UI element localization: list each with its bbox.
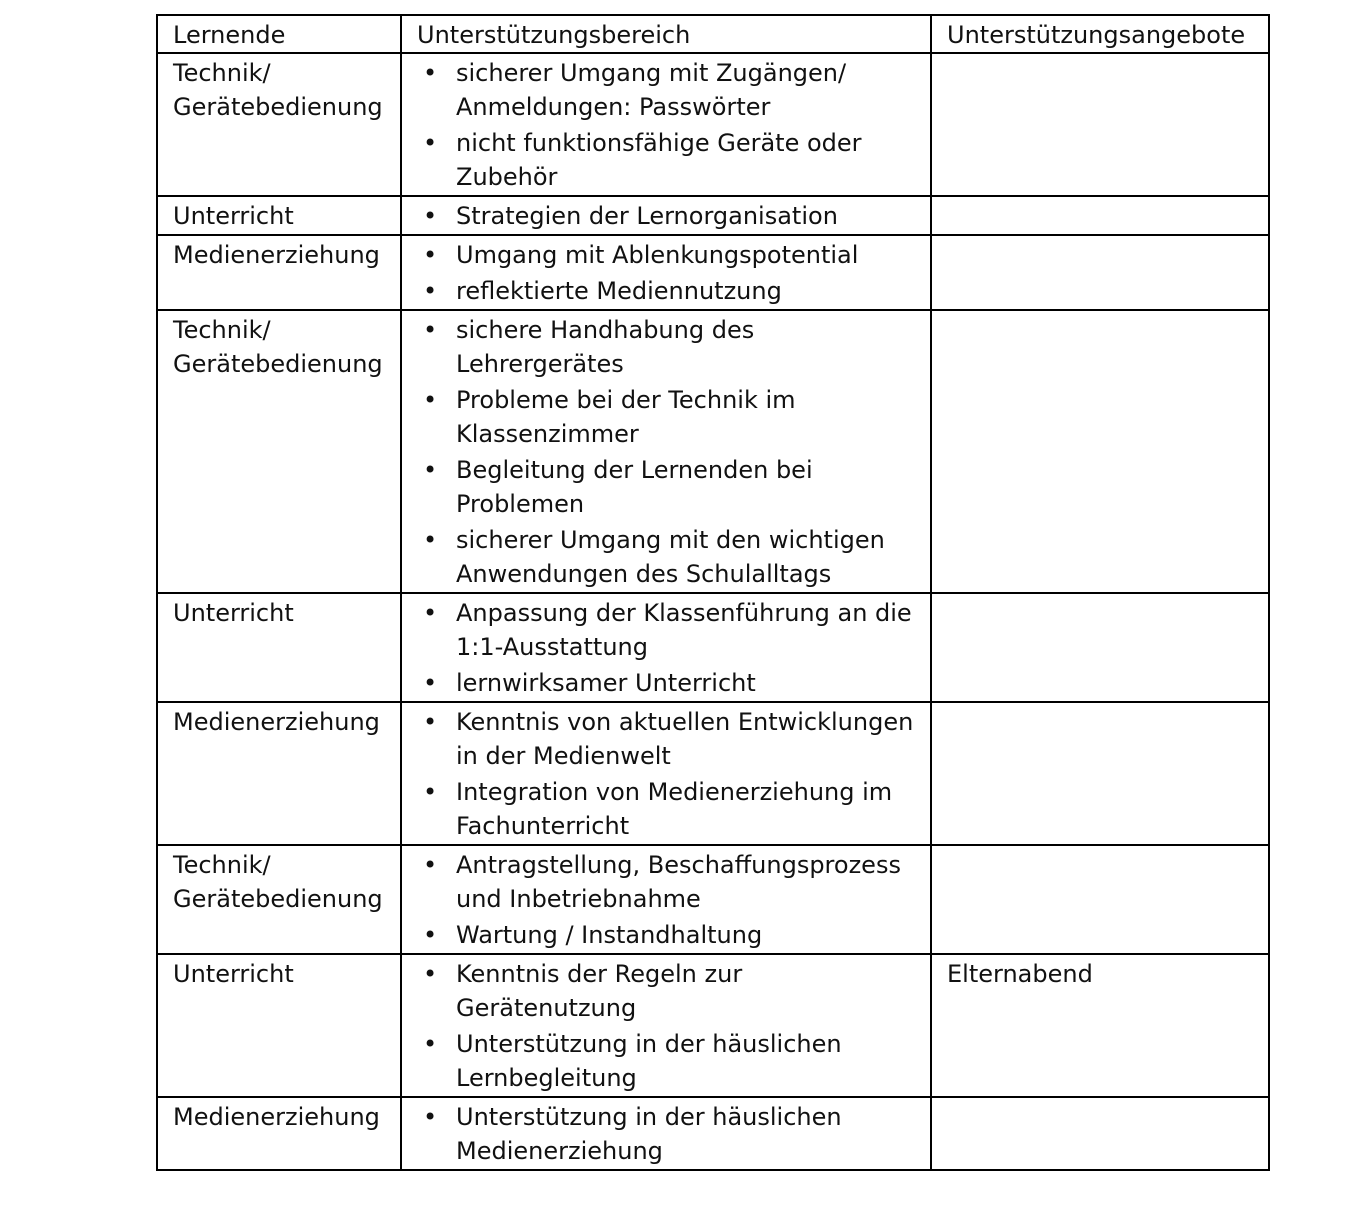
bullet-list (417, 1100, 920, 1168)
table-row (157, 845, 1269, 954)
support-area-cell (401, 310, 931, 593)
bullet-list (417, 848, 920, 952)
offer-cell: Elternabend (931, 954, 1269, 1097)
list-item-text: sicherer Umgang mit Zugängen/ Anmeldungen: Passwörter (456, 59, 847, 121)
list-item-text: sicherer Umgang mit den wichtigen Anwendungen des Schulalltags (456, 526, 885, 588)
offer-cell (931, 196, 1269, 235)
area-cell: Medienerziehung (157, 235, 401, 310)
area-cell: Technik/ Gerätebedienung (157, 310, 401, 593)
area-cell: Technik/ Gerätebedienung (157, 53, 401, 196)
list-item-text: Unterstützung in der häuslichen Medienerziehung (456, 1103, 842, 1165)
list-item (417, 1100, 920, 1168)
list-item-text: Wartung / Instandhaltung (456, 921, 763, 949)
list-item-text: Umgang mit Ablenkungspotential (456, 241, 859, 269)
area-cell: Unterricht (157, 593, 401, 702)
list-item-text: Unterstützung in der häuslichen Lernbegleitung (456, 1030, 842, 1092)
bullet-icon: • (423, 960, 438, 988)
bullet-list (417, 313, 920, 591)
table-header (157, 15, 1269, 53)
list-item (417, 199, 920, 233)
list-item (417, 453, 920, 521)
bullet-icon: • (423, 456, 438, 484)
header-lernende: Lernende (157, 15, 401, 53)
offer-cell (931, 310, 1269, 593)
list-item-text: Probleme bei der Technik im Klassenzimmer (456, 386, 796, 448)
table-row (157, 196, 1269, 235)
area-cell: Unterricht (157, 196, 401, 235)
list-item (417, 383, 920, 451)
table-row (157, 235, 1269, 310)
bullet-icon: • (423, 59, 438, 87)
list-item-text: lernwirksamer Unterricht (456, 669, 756, 697)
area-cell: Technik/ Gerätebedienung (157, 845, 401, 954)
bullet-icon: • (423, 599, 438, 627)
support-table (156, 14, 1270, 1171)
bullet-icon: • (423, 241, 438, 269)
bullet-icon: • (423, 277, 438, 305)
bullet-icon: • (423, 1030, 438, 1058)
table-row (157, 702, 1269, 845)
list-item (417, 126, 920, 194)
header-unterstuetzungsangebote: Unterstützungsangebote (931, 15, 1269, 53)
offer-cell (931, 702, 1269, 845)
bullet-icon: • (423, 921, 438, 949)
list-item (417, 274, 920, 308)
table-body (157, 53, 1269, 1170)
bullet-list (417, 596, 920, 700)
offer-cell (931, 235, 1269, 310)
offer-cell (931, 593, 1269, 702)
area-cell: Medienerziehung (157, 702, 401, 845)
support-area-cell (401, 53, 931, 196)
bullet-icon: • (423, 1103, 438, 1131)
list-item-text: Anpassung der Klassenführung an die 1:1-Ausstattung (456, 599, 912, 661)
list-item-text: Begleitung der Lernenden bei Problemen (456, 456, 813, 518)
bullet-list (417, 957, 920, 1095)
bullet-icon: • (423, 202, 438, 230)
bullet-icon: • (423, 851, 438, 879)
bullet-icon: • (423, 316, 438, 344)
support-area-cell (401, 845, 931, 954)
list-item-text: sichere Handhabung des Lehrergerätes (456, 316, 755, 378)
table-row (157, 53, 1269, 196)
list-item (417, 313, 920, 381)
list-item (417, 238, 920, 272)
bullet-icon: • (423, 386, 438, 414)
bullet-list (417, 199, 920, 233)
table-row (157, 593, 1269, 702)
list-item (417, 56, 920, 124)
list-item-text: reflektierte Mediennutzung (456, 277, 782, 305)
list-item (417, 957, 920, 1025)
list-item-text: Integration von Medienerziehung im Fachunterricht (456, 778, 893, 840)
bullet-icon: • (423, 669, 438, 697)
list-item-text: nicht funktionsfähige Geräte oder Zubehör (456, 129, 862, 191)
list-item (417, 666, 920, 700)
support-area-cell (401, 196, 931, 235)
bullet-icon: • (423, 526, 438, 554)
offer-cell (931, 1097, 1269, 1170)
table-row (157, 310, 1269, 593)
list-item-text: Kenntnis von aktuellen Entwicklungen in der Medienwelt (456, 708, 914, 770)
area-cell: Medienerziehung (157, 1097, 401, 1170)
bullet-icon: • (423, 778, 438, 806)
area-cell: Unterricht (157, 954, 401, 1097)
support-area-cell (401, 1097, 931, 1170)
table-row (157, 1097, 1269, 1170)
offer-cell (931, 845, 1269, 954)
list-item (417, 705, 920, 773)
support-area-cell (401, 593, 931, 702)
list-item (417, 918, 920, 952)
bullet-icon: • (423, 708, 438, 736)
list-item (417, 848, 920, 916)
support-area-cell (401, 702, 931, 845)
list-item (417, 596, 920, 664)
list-item-text: Strategien der Lernorganisation (456, 202, 838, 230)
list-item-text: Antragstellung, Beschaffungsprozess und Inbetriebnahme (456, 851, 901, 913)
list-item (417, 523, 920, 591)
support-area-cell (401, 235, 931, 310)
list-item-text: Kenntnis der Regeln zur Gerätenutzung (456, 960, 743, 1022)
bullet-list (417, 238, 920, 308)
list-item (417, 775, 920, 843)
header-row (157, 15, 1269, 53)
bullet-icon: • (423, 129, 438, 157)
support-area-cell (401, 954, 931, 1097)
table-row (157, 954, 1269, 1097)
header-unterstuetzungsbereich: Unterstützungsbereich (401, 15, 931, 53)
list-item (417, 1027, 920, 1095)
bullet-list (417, 56, 920, 194)
offer-cell (931, 53, 1269, 196)
bullet-list (417, 705, 920, 843)
